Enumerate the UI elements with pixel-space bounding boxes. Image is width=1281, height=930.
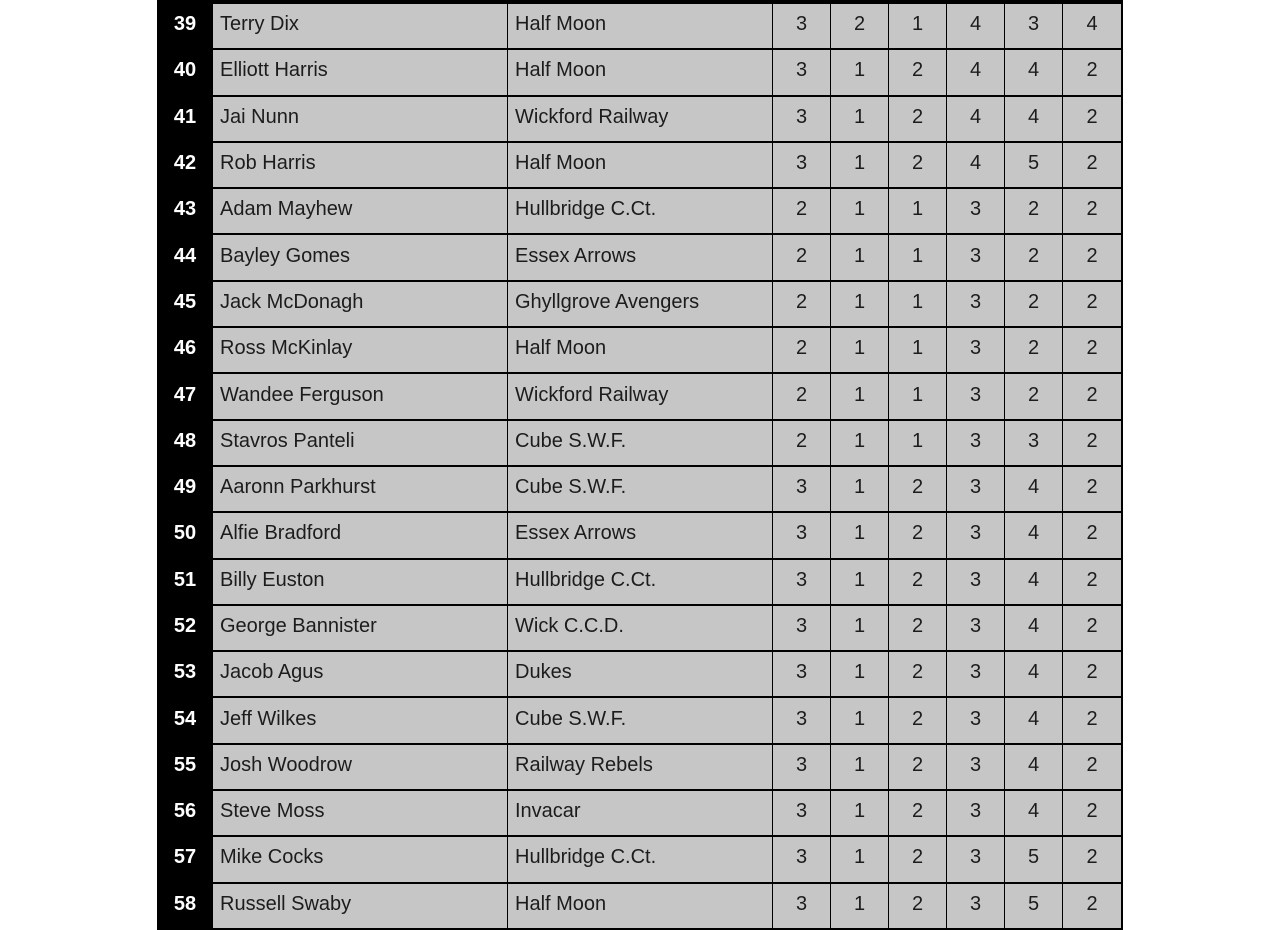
player-name-cell: Wandee Ferguson [213,374,508,420]
stat-cell: 2 [889,467,947,513]
rank-cell: 49 [157,467,213,513]
table-row [157,698,1121,744]
table-row [157,50,1121,96]
stat-cell: 4 [947,50,1005,96]
table-row [157,328,1121,374]
stat-cell: 2 [773,421,831,467]
stat-cell: 3 [947,282,1005,328]
player-name-cell: Jai Nunn [213,97,508,143]
player-name-cell: Billy Euston [213,560,508,606]
player-name-cell: Josh Woodrow [213,745,508,791]
stat-cell: 2 [889,143,947,189]
stat-cell: 1 [831,189,889,235]
stat-cell: 2 [889,652,947,698]
stat-cell: 3 [773,745,831,791]
stat-cell: 2 [1063,560,1121,606]
stat-cell: 2 [1063,97,1121,143]
stat-cell: 2 [831,4,889,50]
stat-cell: 2 [1063,513,1121,559]
rank-cell: 58 [157,884,213,930]
stat-cell: 4 [947,143,1005,189]
team-cell: Half Moon [508,50,773,96]
stat-cell: 5 [1005,143,1063,189]
stat-cell: 3 [947,745,1005,791]
table-row [157,282,1121,328]
player-name-cell: Ross McKinlay [213,328,508,374]
player-name-cell: Steve Moss [213,791,508,837]
stat-cell: 2 [889,698,947,744]
stat-cell: 1 [831,328,889,374]
table-row [157,189,1121,235]
stat-cell: 2 [1063,421,1121,467]
team-cell: Cube S.W.F. [508,421,773,467]
stat-cell: 1 [831,374,889,420]
team-cell: Invacar [508,791,773,837]
stat-cell: 1 [831,560,889,606]
stat-cell: 3 [947,467,1005,513]
table-row [157,745,1121,791]
player-name-cell: Jack McDonagh [213,282,508,328]
stat-cell: 4 [947,4,1005,50]
table-row [157,560,1121,606]
rank-cell: 48 [157,421,213,467]
player-name-cell: Adam Mayhew [213,189,508,235]
stat-cell: 1 [831,467,889,513]
stat-cell: 3 [947,652,1005,698]
table-row [157,143,1121,189]
team-cell: Cube S.W.F. [508,698,773,744]
stat-cell: 2 [773,374,831,420]
stat-cell: 1 [889,374,947,420]
stat-cell: 2 [773,189,831,235]
stat-cell: 2 [1005,189,1063,235]
stat-cell: 3 [1005,421,1063,467]
stat-cell: 3 [773,791,831,837]
stat-cell: 2 [889,791,947,837]
player-name-cell: Stavros Panteli [213,421,508,467]
stat-cell: 3 [773,698,831,744]
rank-cell: 51 [157,560,213,606]
stat-cell: 4 [1005,97,1063,143]
stat-cell: 2 [1063,374,1121,420]
stat-cell: 3 [947,513,1005,559]
stat-cell: 1 [831,97,889,143]
team-cell: Half Moon [508,143,773,189]
stat-cell: 3 [773,884,831,930]
stat-cell: 4 [1005,560,1063,606]
stat-cell: 2 [1063,467,1121,513]
stat-cell: 3 [947,560,1005,606]
rank-cell: 42 [157,143,213,189]
stat-cell: 2 [1063,837,1121,883]
stat-cell: 1 [889,328,947,374]
stat-cell: 1 [889,282,947,328]
stat-cell: 3 [773,606,831,652]
player-name-cell: Alfie Bradford [213,513,508,559]
stat-cell: 2 [889,97,947,143]
stat-cell: 3 [773,513,831,559]
team-cell: Half Moon [508,884,773,930]
stat-cell: 2 [1063,884,1121,930]
stat-cell: 1 [831,884,889,930]
stat-cell: 2 [889,837,947,883]
team-cell: Essex Arrows [508,513,773,559]
stat-cell: 1 [831,837,889,883]
player-name-cell: Bayley Gomes [213,235,508,281]
stat-cell: 1 [831,421,889,467]
stat-cell: 3 [947,374,1005,420]
stat-cell: 3 [1005,4,1063,50]
stat-cell: 4 [947,97,1005,143]
rank-cell: 57 [157,837,213,883]
stat-cell: 4 [1005,513,1063,559]
table-row [157,606,1121,652]
stat-cell: 2 [1005,374,1063,420]
table-row [157,513,1121,559]
stat-cell: 2 [1005,282,1063,328]
stat-cell: 2 [889,50,947,96]
player-name-cell: Aaronn Parkhurst [213,467,508,513]
table-row [157,791,1121,837]
rank-cell: 41 [157,97,213,143]
player-name-cell: Elliott Harris [213,50,508,96]
stat-cell: 2 [773,328,831,374]
player-name-cell: Russell Swaby [213,884,508,930]
rank-cell: 43 [157,189,213,235]
rank-cell: 45 [157,282,213,328]
stat-cell: 1 [831,235,889,281]
stat-cell: 3 [773,467,831,513]
stat-cell: 1 [831,606,889,652]
rank-cell: 55 [157,745,213,791]
rank-cell: 40 [157,50,213,96]
stat-cell: 2 [1063,235,1121,281]
team-cell: Railway Rebels [508,745,773,791]
rank-cell: 50 [157,513,213,559]
table-row [157,97,1121,143]
table-row [157,837,1121,883]
team-cell: Wickford Railway [508,97,773,143]
standings-table [157,0,1123,930]
stat-cell: 1 [831,791,889,837]
table-row [157,884,1121,930]
rank-cell: 54 [157,698,213,744]
stat-cell: 3 [773,4,831,50]
team-cell: Essex Arrows [508,235,773,281]
rank-cell: 39 [157,4,213,50]
stat-cell: 1 [889,235,947,281]
stat-cell: 1 [831,282,889,328]
stat-cell: 2 [1063,606,1121,652]
stat-cell: 1 [889,189,947,235]
stat-cell: 4 [1005,50,1063,96]
stat-cell: 2 [889,745,947,791]
stat-cell: 3 [773,837,831,883]
team-cell: Half Moon [508,4,773,50]
stat-cell: 4 [1005,791,1063,837]
stat-cell: 2 [1063,698,1121,744]
stat-cell: 3 [947,606,1005,652]
stat-cell: 1 [831,745,889,791]
table-row [157,235,1121,281]
stat-cell: 5 [1005,837,1063,883]
team-cell: Hullbridge C.Ct. [508,189,773,235]
stat-cell: 3 [947,837,1005,883]
stat-cell: 2 [1063,328,1121,374]
stat-cell: 5 [1005,884,1063,930]
stat-cell: 3 [947,328,1005,374]
stat-cell: 1 [831,652,889,698]
stat-cell: 2 [1063,189,1121,235]
stat-cell: 2 [889,513,947,559]
stat-cell: 3 [773,97,831,143]
stat-cell: 2 [773,235,831,281]
player-name-cell: George Bannister [213,606,508,652]
rank-cell: 47 [157,374,213,420]
rank-cell: 44 [157,235,213,281]
stat-cell: 3 [773,50,831,96]
player-name-cell: Mike Cocks [213,837,508,883]
stat-cell: 2 [1063,282,1121,328]
stat-cell: 4 [1005,606,1063,652]
stat-cell: 2 [1005,235,1063,281]
stat-cell: 2 [889,560,947,606]
team-cell: Cube S.W.F. [508,467,773,513]
table-row [157,467,1121,513]
stat-cell: 1 [889,421,947,467]
stat-cell: 4 [1005,698,1063,744]
stat-cell: 2 [1063,791,1121,837]
stat-cell: 3 [773,652,831,698]
stat-cell: 3 [773,560,831,606]
stat-cell: 4 [1063,4,1121,50]
player-name-cell: Rob Harris [213,143,508,189]
rank-cell: 46 [157,328,213,374]
rank-cell: 56 [157,791,213,837]
stat-cell: 2 [1063,652,1121,698]
stat-cell: 3 [947,698,1005,744]
stat-cell: 2 [889,884,947,930]
table-row [157,374,1121,420]
stat-cell: 3 [947,791,1005,837]
stat-cell: 4 [1005,652,1063,698]
stat-cell: 1 [831,50,889,96]
stat-cell: 4 [1005,467,1063,513]
stat-cell: 2 [889,606,947,652]
team-cell: Ghyllgrove Avengers [508,282,773,328]
table-row [157,652,1121,698]
team-cell: Wick C.C.D. [508,606,773,652]
team-cell: Hullbridge C.Ct. [508,560,773,606]
stat-cell: 1 [889,4,947,50]
team-cell: Dukes [508,652,773,698]
table-row [157,421,1121,467]
stat-cell: 3 [947,189,1005,235]
team-cell: Half Moon [508,328,773,374]
stat-cell: 3 [773,143,831,189]
stat-cell: 2 [1063,745,1121,791]
stat-cell: 1 [831,143,889,189]
team-cell: Wickford Railway [508,374,773,420]
team-cell: Hullbridge C.Ct. [508,837,773,883]
player-name-cell: Jeff Wilkes [213,698,508,744]
stat-cell: 3 [947,421,1005,467]
stat-cell: 2 [1063,143,1121,189]
stat-cell: 2 [1063,50,1121,96]
rank-cell: 52 [157,606,213,652]
player-name-cell: Jacob Agus [213,652,508,698]
table-row [157,4,1121,50]
stat-cell: 1 [831,513,889,559]
stat-cell: 1 [831,698,889,744]
stat-cell: 4 [1005,745,1063,791]
rank-cell: 53 [157,652,213,698]
stat-cell: 3 [947,235,1005,281]
player-name-cell: Terry Dix [213,4,508,50]
stat-cell: 2 [773,282,831,328]
stat-cell: 2 [1005,328,1063,374]
stat-cell: 3 [947,884,1005,930]
